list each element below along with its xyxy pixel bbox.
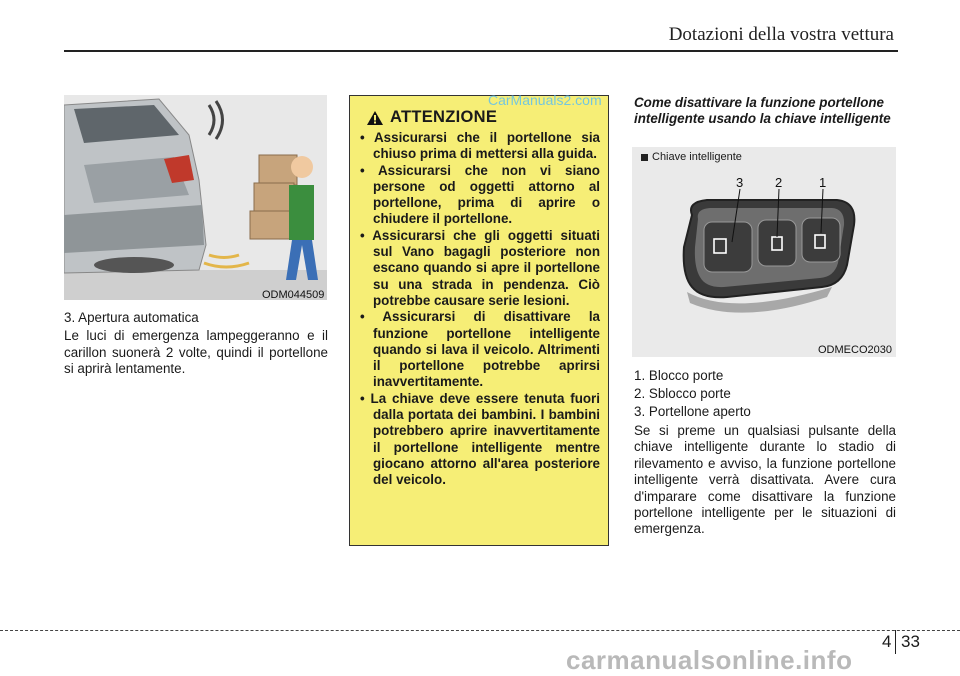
section-heading: Come disattivare la funzione portellone intelligente usando la chiave intelligente — [634, 95, 891, 126]
warning-item: • Assicurarsi di disattivare la funzione portellone intelligente quando si lava il veicolo. Altrimenti il portellone potrebbe aprirsi inavvertitamente. — [360, 309, 600, 390]
warning-box — [349, 95, 609, 546]
callout-label-3: 3 — [736, 175, 744, 190]
warning-item: • Assicurarsi che il portellone sia chiuso prima di mettersi alla guida. — [360, 130, 600, 162]
warning-item: • Assicurarsi che non vi siano persone od oggetti attorno al portellone, prima di aprire o chiudere il portellone. — [360, 162, 600, 227]
warning-item: • Assicurarsi che gli oggetti situati sul Vano bagagli posteriore non escano quando si apre il portellone su una strada in pendenza. Ciò potrebbe causare serie lesioni. — [360, 227, 600, 308]
watermark-text: CarManuals2.com — [488, 92, 602, 108]
list-item: 1. Blocco porte — [634, 368, 724, 383]
smart-key-figure — [632, 147, 896, 357]
warning-header — [366, 108, 497, 127]
list-item: 2. Sblocco porte — [634, 386, 731, 401]
left-figure-code: ODM044509 — [262, 289, 325, 301]
step-heading: 3. Apertura automatica — [64, 310, 199, 325]
list-item: 3. Portellone aperto — [634, 404, 751, 419]
warning-triangle-icon — [366, 110, 384, 126]
tailgate-illustration — [64, 95, 327, 300]
page-header-title: Dotazioni della vostra vettura — [668, 24, 894, 45]
header-rule — [64, 50, 898, 52]
numbered-list — [634, 367, 896, 421]
warning-title: ATTENZIONE — [390, 108, 498, 126]
right-figure-code: ODMECO2030 — [818, 344, 892, 356]
right-paragraph: Se si preme un qualsiasi pulsante della chiave intelligente durante lo stadio di rilevamento e avviso, la funzione portellone intelligente verrà disattivata. Avere cura d'imparare come disattivare la funzione portellone intelligente per le situazioni di emergenza. — [634, 423, 896, 537]
warning-list — [360, 130, 600, 489]
figure-legend: Chiave intelligente — [641, 151, 742, 163]
smart-key-drawing — [632, 147, 896, 357]
car-rear-drawing — [64, 95, 327, 300]
footer-rule — [0, 630, 960, 631]
footer-watermark: carmanualsonline.info — [566, 645, 853, 675]
callout-label-1: 1 — [819, 175, 827, 190]
left-text — [64, 310, 328, 378]
callout-label-2: 2 — [775, 175, 783, 190]
chapter-number: 4 — [882, 632, 892, 651]
left-paragraph: Le luci di emergenza lampeggeranno e il carillon suonerà 2 volte, quindi il portellone si aprirà lentamente. — [64, 328, 328, 377]
warning-item: • La chiave deve essere tenuta fuori dalla portata dei bambini. I bambini potrebbero aprire inavvertitamente il portellone intelligente mentre giocano attorno all'area posteriore del veicolo. — [360, 390, 600, 488]
footer-separator — [895, 630, 896, 654]
page-number: 33 — [901, 632, 920, 651]
